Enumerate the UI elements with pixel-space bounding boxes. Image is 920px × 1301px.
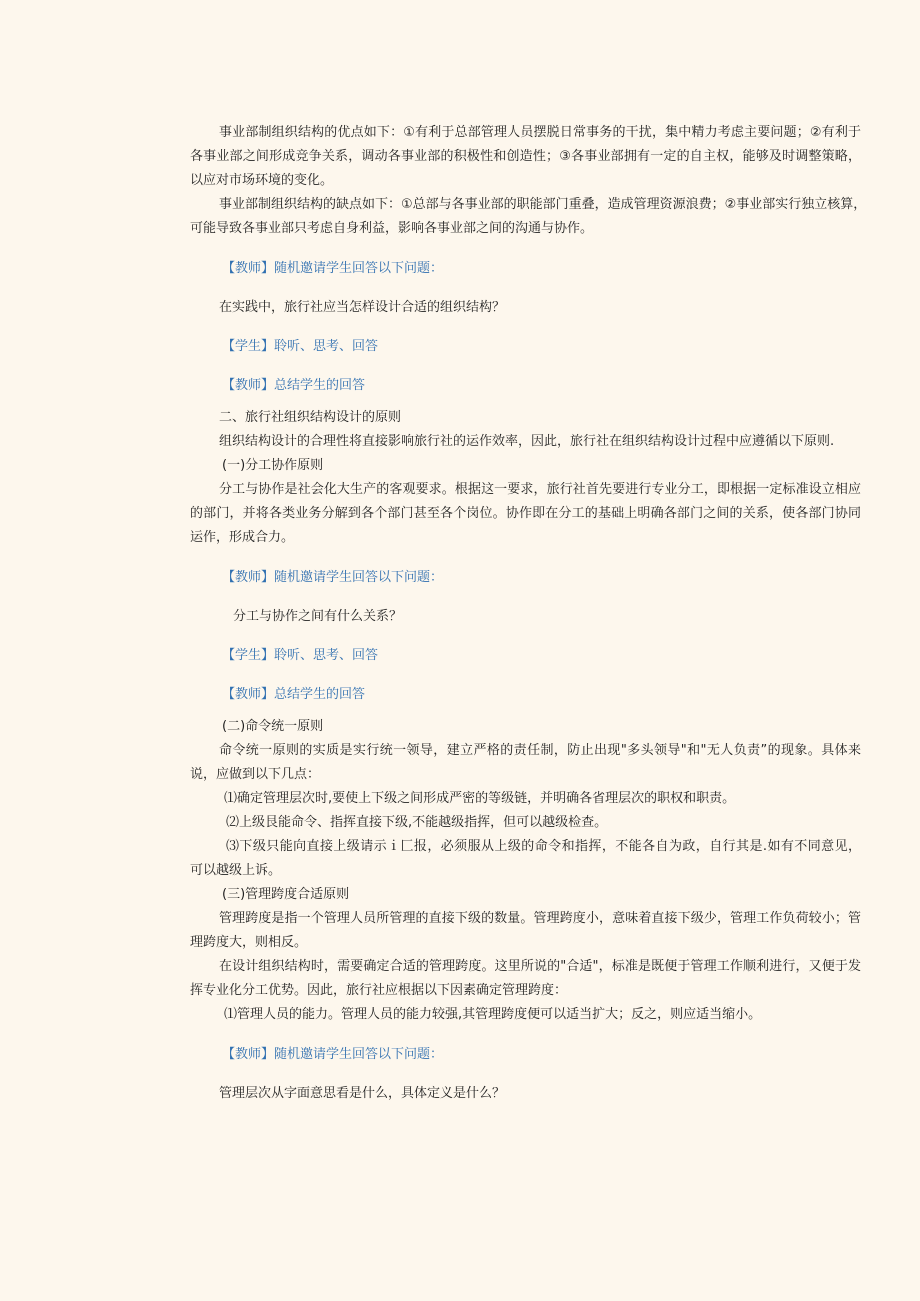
paragraph-disadvantages-line-1: 事业部制组织结构的缺点如下：①总部与各事业部的职能部门重叠，造成管理资源浪费；②事业部实行独立核算， [219, 197, 867, 212]
paragraph-division-line-2: 的部门，并将各类业务分解到各个部门甚至各个岗位。协作即在分工的基础上明确各部门之间的关系，使各部门协同 [190, 506, 861, 521]
list-item-2: ⑵上级艮能命令、指挥直接下级,不能越级指挥，但可以越级检查。 [226, 815, 608, 830]
question-2: 分工与协作之间有什么关系？ [233, 609, 403, 624]
section-heading-2: 二、旅行社组织结构设计的原则 [219, 410, 402, 425]
list-item-1: ⑴确定管理层次时,要使上下级之间形成严密的等级链，并明确各省理层次的职权和职责。 [224, 791, 736, 806]
paragraph-division-line-1: 分工与协作是社会化大生产的客观要求。根据这一要求，旅行社首先要进行专业分工，即根据一定标准设立相应 [219, 482, 861, 497]
teacher-summary-1: 【教师】总结学生的回答 [222, 378, 366, 393]
teacher-prompt-2: 【教师】随机邀请学生回答以下问题： [222, 570, 444, 585]
question-3: 管理层次从字面意思看是什么，具体定义是什么？ [219, 1086, 506, 1101]
student-response-1: 【学生】聆听、思考、回答 [222, 339, 379, 354]
question-1: 在实践中，旅行社应当怎样设计合适的组织结构？ [219, 300, 506, 315]
teacher-summary-2: 【教师】总结学生的回答 [222, 687, 366, 702]
paragraph-principles-intro: 组织结构设计的合理性将直接影响旅行社的运作效率，因此，旅行社在组织结构设计过程中应遵循以下原则. [219, 434, 835, 449]
list-item-3-line-1: ⑶下级只能向直接上级请示ｉ匚报，必须服从上级的命令和指挥，不能各自为政，自行其是.如有不同意见， [226, 839, 861, 854]
paragraph-span-line-1: 管理跨度是指一个管理人员所管理的直接下级的数量。管理跨度小，意味着直接下级少，管理工作负荷较小；管 [219, 911, 861, 926]
paragraph-disadvantages-line-2: 可能导致各事业部只考虑自身利益，影响各事业部之间的沟通与协作。 [190, 221, 594, 236]
subheading-span-of-control: (三)管理跨度合适原则 [222, 887, 350, 902]
paragraph-span-line-2: 理跨度大，则相反。 [190, 935, 308, 950]
student-response-2: 【学生】聆听、思考、回答 [222, 648, 379, 663]
paragraph-division-line-3: 运作，形成合力。 [190, 530, 295, 545]
paragraph-appropriate-span-line-2: 挥专业化分工优势。因此，旅行社应根据以下因素确定管理跨度： [190, 983, 568, 998]
list-item-3-line-2: 可以越级上诉。 [190, 863, 282, 878]
paragraph-advantages-line-2: 各事业部之间形成竞争关系，调动各事业部的积极性和创造性；③各事业部拥有一定的自主权，能够及时调整策略， [190, 149, 861, 164]
paragraph-advantages-line-3: 以应对市场环境的变化。 [190, 173, 334, 188]
paragraph-appropriate-span-line-1: 在设计组织结构时，需要确定合适的管理跨度。这里所说的"合适"，标准是既便于管理工作顺利进行，又便于发 [219, 959, 861, 974]
paragraph-advantages-line-1: 事业部制组织结构的优点如下：①有利于总部管理人员摆脱日常事务的干扰，集中精力考虑主要问题；②有利于 [219, 125, 861, 140]
subheading-unified-command: (二)命令统一原则 [222, 719, 324, 734]
paragraph-command-line-1: 命令统一原则的实质是实行统一领导，建立严格的责任制，防止出现"多头领导"和"无人负责”的现象。具体来 [219, 743, 861, 758]
teacher-prompt-1: 【教师】随机邀请学生回答以下问题： [222, 261, 444, 276]
paragraph-command-line-2: 说，应做到以下几点： [190, 767, 321, 782]
teacher-prompt-3: 【教师】随机邀请学生回答以下问题： [222, 1047, 444, 1062]
list-item-4: ⑴管理人员的能力。管理人员的能力较强,其管理跨度便可以适当扩大；反之，则应适当缩小。 [224, 1007, 762, 1022]
subheading-division-cooperation: (一)分工协作原则 [222, 458, 324, 473]
